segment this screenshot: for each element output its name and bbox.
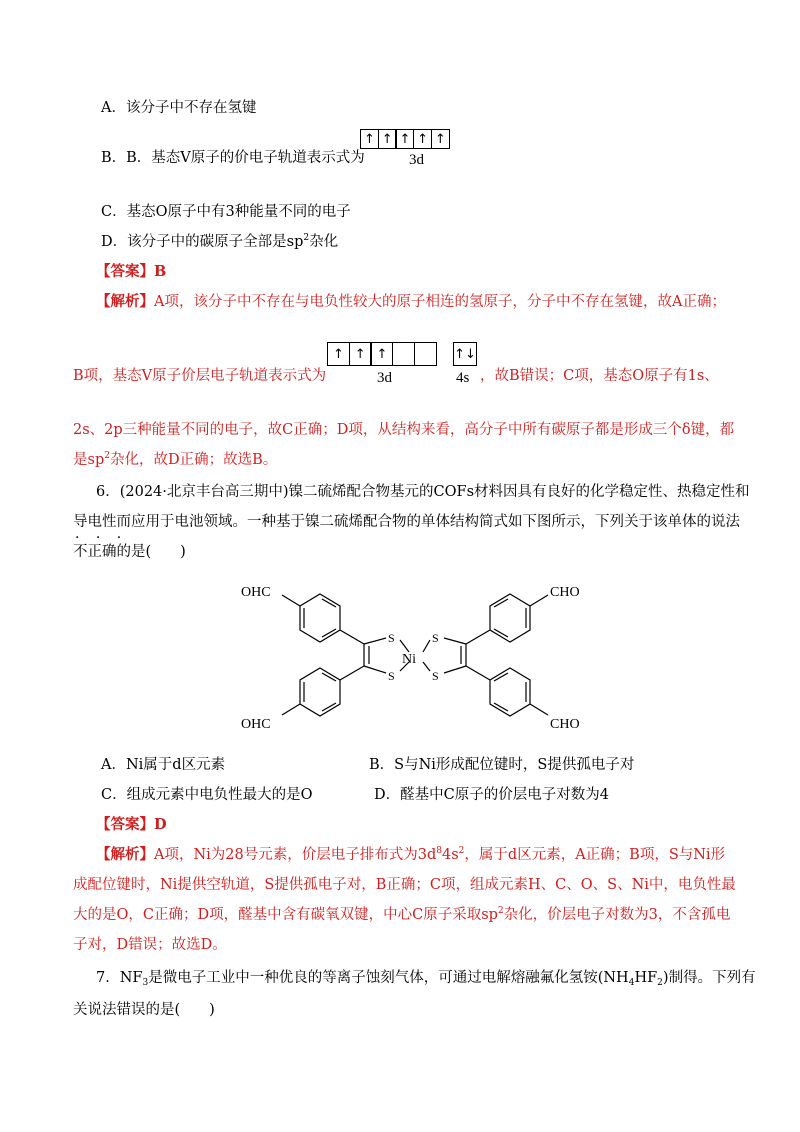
superscript: 2 bbox=[458, 846, 465, 856]
subscript: 3 bbox=[142, 978, 149, 988]
q5-option-c: C．基态O原子中有3种能量不同的电子 bbox=[101, 204, 351, 220]
orbital-cell: ↑ bbox=[378, 129, 397, 149]
q5-option-d bbox=[101, 232, 338, 252]
q5-analysis-line-1 bbox=[96, 292, 726, 312]
cho-bottom-left: OHC bbox=[241, 717, 271, 732]
q5-answer bbox=[96, 262, 166, 282]
q5-option-b-text: B．B．基态V原子的价电子轨道表示式为 bbox=[101, 150, 365, 166]
s-label: S bbox=[388, 669, 395, 683]
orbital-cell: ↑ bbox=[413, 129, 432, 149]
q6-option-a: A．Ni属于d区元素 bbox=[101, 757, 226, 773]
q6-stem-line-2: 导电性而应用于电池领域。一种基于镍二硫烯配合物的单体结构简式如下图所示，下列关于该单体的说法 bbox=[73, 514, 740, 530]
s-label: S bbox=[432, 631, 439, 645]
orbital-cell: ↑↓ bbox=[453, 342, 477, 366]
text: ，属于d区元素，A正确；B项，S与Ni形 bbox=[464, 847, 726, 863]
q6-option-d: D．醛基中C原子的价层电子对数为4 bbox=[374, 787, 609, 803]
q6-option-c: C．组成元素中电负性最大的是O bbox=[101, 787, 313, 803]
text: A项，该分子中不存在与电负性较大的原子相连的氢原子，分子中不存在氢键，故A正确； bbox=[154, 294, 726, 310]
orbital-cell: ↑ bbox=[431, 129, 450, 149]
orbital-cell bbox=[392, 342, 415, 366]
q5-option-b bbox=[101, 148, 365, 168]
q5-orbital-diagram bbox=[360, 129, 450, 149]
text: 大的是O，C正确；D项，醛基中含有碳氧双键，中心C原子采取sp bbox=[73, 907, 498, 923]
q6-stem-line-1: 6．(2024·北京丰台高三期中)镍二硫烯配合物基元的COFs材料因具有良好的化学稳定性、热稳定性和 bbox=[96, 484, 750, 500]
text: 4s bbox=[442, 847, 459, 863]
answer-tag: 【答案】 bbox=[96, 263, 154, 280]
q5-analysis-line-2-pre: B项，基态V原子价层电子轨道表示式为 bbox=[73, 368, 327, 384]
orbital-cell: ↑ bbox=[370, 342, 393, 366]
answer-tag: 【答案】 bbox=[96, 816, 154, 833]
analysis-tag: 【解析】 bbox=[96, 293, 154, 310]
text: D．该分子中的碳原子全部是sp bbox=[101, 234, 304, 250]
orbital-cell: ↑ bbox=[395, 129, 414, 149]
analysis-4s-label: 4s bbox=[456, 370, 470, 386]
emphasis-dots: · · · bbox=[75, 530, 128, 546]
q6-analysis-line-4: 子对，D错误；故选D。 bbox=[73, 937, 227, 953]
text: HF bbox=[634, 970, 658, 986]
text: 杂化，故D正确；故选B。 bbox=[109, 452, 278, 468]
text: )制得。下列有 bbox=[662, 970, 756, 986]
superscript: 2 bbox=[303, 233, 310, 243]
q7-stem-line-1 bbox=[96, 968, 756, 988]
orbital-cell: ↑ bbox=[327, 342, 350, 366]
q7-stem-line-2: 关说法错误的是( ) bbox=[73, 1002, 215, 1018]
text: 杂化，价层电子对数为3，不含孤电 bbox=[503, 907, 731, 923]
cho-bottom-right: CHO bbox=[550, 717, 580, 732]
q6-analysis-line-2: 成配位键时，Ni提供空轨道，S提供孤电子对，B正确；C项，组成元素H、C、O、S、Ni中，电负性最 bbox=[73, 877, 736, 893]
text: 杂化 bbox=[309, 234, 339, 250]
superscript: 2 bbox=[497, 906, 504, 916]
q5-orbital-label: 3d bbox=[409, 152, 424, 168]
superscript: 2 bbox=[104, 451, 110, 461]
cho-top-right: CHO bbox=[550, 585, 580, 600]
q5-analysis-line-4 bbox=[73, 450, 277, 470]
text: A项，Ni为28号元素，价层电子排布式为3d bbox=[154, 847, 437, 863]
q5-analysis-line-3: 2s、2p三种能量不同的电子，故C正确；D项，从结构来看，高分子中所有碳原子都是形成三个δ键，都 bbox=[73, 422, 735, 438]
answer-value: B bbox=[154, 263, 167, 280]
subscript: 4 bbox=[628, 978, 635, 988]
q5-analysis-line-2-post: ，故B错误；C项，基态O原子有1s、 bbox=[480, 368, 719, 384]
analysis-4s-orbital bbox=[453, 342, 477, 366]
analysis-tag: 【解析】 bbox=[96, 846, 154, 863]
orbital-cell bbox=[414, 342, 437, 366]
q6-option-b: B．S与Ni形成配位键时，S提供孤电子对 bbox=[369, 757, 635, 773]
subscript: 2 bbox=[657, 978, 663, 988]
text: 是sp bbox=[73, 452, 105, 468]
s-label: S bbox=[432, 669, 439, 683]
ni-label: Ni bbox=[402, 652, 416, 667]
orbital-cell: ↑ bbox=[360, 129, 379, 149]
text: 是微电子工业中一种优良的等离子蚀刻气体，可通过电解熔融氟化氢铵(NH bbox=[148, 970, 629, 986]
cho-top-left: OHC bbox=[241, 585, 271, 600]
orbital-cell: ↑ bbox=[349, 342, 372, 366]
analysis-3d-orbitals bbox=[327, 342, 437, 366]
q6-analysis-line-3 bbox=[73, 905, 730, 925]
q6-analysis-line-1 bbox=[96, 845, 725, 865]
text: 7．NF bbox=[96, 970, 143, 986]
analysis-3d-label: 3d bbox=[377, 370, 392, 386]
superscript: 8 bbox=[436, 846, 442, 856]
nickel-dithiolene-structure bbox=[230, 570, 600, 740]
q6-answer bbox=[96, 815, 167, 835]
q6-stem-line-3: 不正确的是( ) bbox=[73, 544, 186, 560]
answer-value: D bbox=[154, 816, 167, 833]
s-label: S bbox=[388, 631, 395, 645]
q5-option-a: A．该分子中不存在氢键 bbox=[101, 100, 257, 116]
